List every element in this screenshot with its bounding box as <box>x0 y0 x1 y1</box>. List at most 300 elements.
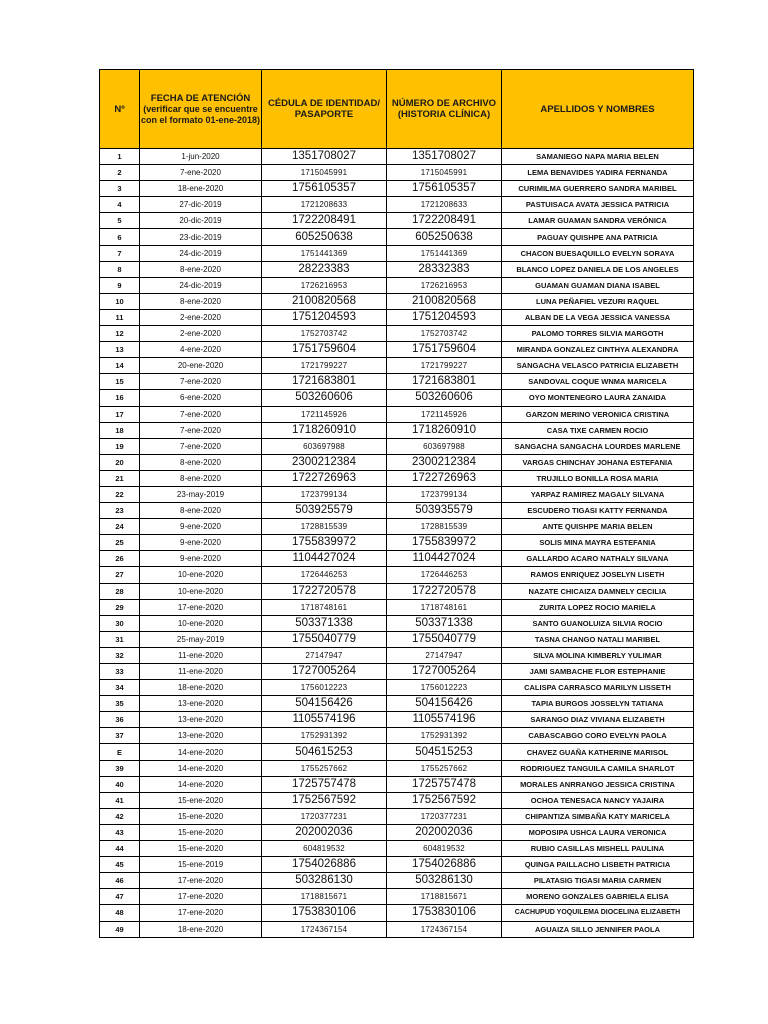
row-number-cell: 13 <box>100 342 140 358</box>
fecha-cell: 6-ene-2020 <box>140 390 262 406</box>
cedula-cell: 1755040779 <box>262 631 387 647</box>
cedula-cell: 503260606 <box>262 390 387 406</box>
fecha-cell: 27-dic-2019 <box>140 197 262 213</box>
row-number-cell: 14 <box>100 358 140 374</box>
row-number-cell: 3 <box>100 181 140 197</box>
row-number-cell: 26 <box>100 551 140 567</box>
archivo-cell: 1752931392 <box>387 728 502 744</box>
row-number-cell: 2 <box>100 165 140 181</box>
patient-register-table <box>99 69 694 938</box>
table-row <box>100 647 694 663</box>
archivo-cell: 1755040779 <box>387 631 502 647</box>
table-row <box>100 873 694 889</box>
fecha-cell: 18-ene-2020 <box>140 181 262 197</box>
nombre-cell: CALISPA CARRASCO MARILYN LISSETH <box>502 680 694 696</box>
nombre-cell: SILVA MOLINA KIMBERLY YULIMAR <box>502 647 694 663</box>
nombre-cell: MIRANDA GONZALEZ CINTHYA ALEXANDRA <box>502 342 694 358</box>
nombre-cell: QUINGA PAILLACHO LISBETH PATRICIA <box>502 857 694 873</box>
table-row <box>100 277 694 293</box>
table-row <box>100 583 694 599</box>
cedula-cell: 604819532 <box>262 841 387 857</box>
archivo-cell: 1351708027 <box>387 149 502 165</box>
row-number-cell: 11 <box>100 309 140 325</box>
nombre-cell: TAPIA BURGOS JOSSELYN TATIANA <box>502 696 694 712</box>
fecha-cell: 7-ene-2020 <box>140 165 262 181</box>
row-number-cell: 35 <box>100 696 140 712</box>
table-row <box>100 470 694 486</box>
cedula-cell: 27147947 <box>262 647 387 663</box>
row-number-cell: 9 <box>100 277 140 293</box>
archivo-cell: 1753830106 <box>387 905 502 921</box>
archivo-cell: 1718260910 <box>387 422 502 438</box>
nombre-cell: CASA TIXE CARMEN ROCIO <box>502 422 694 438</box>
row-number-cell: 22 <box>100 486 140 502</box>
nombre-cell: CURIMILMA GUERRERO SANDRA MARIBEL <box>502 181 694 197</box>
nombre-cell: LAMAR GUAMAN SANDRA VERÓNICA <box>502 213 694 229</box>
cedula-cell: 1755257662 <box>262 760 387 776</box>
nombre-cell: YARPAZ RAMIREZ MAGALY SILVANA <box>502 486 694 502</box>
cedula-cell: 1721799227 <box>262 358 387 374</box>
cedula-cell: 1351708027 <box>262 149 387 165</box>
nombre-cell: RUBIO CASILLAS MISHELL PAULINA <box>502 841 694 857</box>
nombre-cell: SARANGO DIAZ VIVIANA ELIZABETH <box>502 712 694 728</box>
cedula-cell: 1725757478 <box>262 776 387 792</box>
row-number-cell: 33 <box>100 664 140 680</box>
nombre-cell: MORENO GONZALES GABRIELA ELISA <box>502 889 694 905</box>
table-row <box>100 921 694 937</box>
cedula-cell: 504156426 <box>262 696 387 712</box>
archivo-cell: 1718748161 <box>387 599 502 615</box>
fecha-cell: 11-ene-2020 <box>140 647 262 663</box>
table-row <box>100 454 694 470</box>
nombre-cell: CACHUPUD YOQUILEMA DIOCELINA ELIZABETH <box>502 905 694 921</box>
row-number-cell: 39 <box>100 760 140 776</box>
cedula-cell: 1721683801 <box>262 374 387 390</box>
table-row <box>100 486 694 502</box>
cedula-cell: 504615253 <box>262 744 387 760</box>
row-number-cell: 20 <box>100 454 140 470</box>
archivo-cell: 1756105357 <box>387 181 502 197</box>
nombre-cell: SAMANIEGO NAPA MARIA BELEN <box>502 149 694 165</box>
archivo-cell: 1727005264 <box>387 664 502 680</box>
row-number-cell: 45 <box>100 857 140 873</box>
table-row <box>100 696 694 712</box>
nombre-cell: GUAMAN GUAMAN DIANA ISABEL <box>502 277 694 293</box>
cedula-cell: 1756105357 <box>262 181 387 197</box>
row-number-cell: 31 <box>100 631 140 647</box>
fecha-cell: 14-ene-2020 <box>140 744 262 760</box>
row-number-cell: 49 <box>100 921 140 937</box>
cedula-cell: 1721208633 <box>262 197 387 213</box>
archivo-cell: 604819532 <box>387 841 502 857</box>
fecha-cell: 2-ene-2020 <box>140 309 262 325</box>
archivo-cell: 1718815671 <box>387 889 502 905</box>
archivo-cell: 1754026886 <box>387 857 502 873</box>
nombre-cell: CHIPANTIZA SIMBAÑA KATY MARICELA <box>502 808 694 824</box>
row-number-cell: 5 <box>100 213 140 229</box>
table-row <box>100 326 694 342</box>
nombre-cell: NAZATE CHICAIZA DAMNELY CECILIA <box>502 583 694 599</box>
table-row <box>100 776 694 792</box>
cedula-cell: 1718260910 <box>262 422 387 438</box>
cedula-cell: 1718748161 <box>262 599 387 615</box>
cedula-cell: 1715045991 <box>262 165 387 181</box>
row-number-cell: 47 <box>100 889 140 905</box>
nombre-cell: LUNA PEÑAFIEL VEZURI RAQUEL <box>502 293 694 309</box>
cedula-cell: 1755839972 <box>262 535 387 551</box>
table-row <box>100 599 694 615</box>
fecha-cell: 15-ene-2019 <box>140 857 262 873</box>
nombre-cell: TASNA CHANGO NATALI MARIBEL <box>502 631 694 647</box>
row-number-cell: 34 <box>100 680 140 696</box>
cedula-cell: 1752931392 <box>262 728 387 744</box>
cedula-cell: 1104427024 <box>262 551 387 567</box>
archivo-cell: 1751441369 <box>387 245 502 261</box>
archivo-cell: 1722720578 <box>387 583 502 599</box>
cedula-cell: 1105574196 <box>262 712 387 728</box>
fecha-cell: 13-ene-2020 <box>140 712 262 728</box>
row-number-cell: 24 <box>100 519 140 535</box>
table-row <box>100 229 694 245</box>
fecha-cell: 8-ene-2020 <box>140 293 262 309</box>
cedula-cell: 1718815671 <box>262 889 387 905</box>
fecha-cell: 15-ene-2020 <box>140 841 262 857</box>
archivo-cell: 503286130 <box>387 873 502 889</box>
row-number-cell: 10 <box>100 293 140 309</box>
nombre-cell: SANTO GUANOLUIZA SILVIA ROCIO <box>502 615 694 631</box>
table-row <box>100 631 694 647</box>
fecha-cell: 10-ene-2020 <box>140 615 262 631</box>
archivo-cell: 503371338 <box>387 615 502 631</box>
table-row <box>100 197 694 213</box>
table-row <box>100 808 694 824</box>
cedula-cell: 1726446253 <box>262 567 387 583</box>
cedula-cell: 2300212384 <box>262 454 387 470</box>
cedula-cell: 1756012223 <box>262 680 387 696</box>
row-number-cell: 8 <box>100 261 140 277</box>
fecha-cell: 8-ene-2020 <box>140 470 262 486</box>
cedula-cell: 1723799134 <box>262 486 387 502</box>
row-number-cell: 6 <box>100 229 140 245</box>
row-number-cell: 40 <box>100 776 140 792</box>
header-row <box>100 70 694 149</box>
table-row <box>100 841 694 857</box>
fecha-cell: 17-ene-2020 <box>140 905 262 921</box>
table-row <box>100 438 694 454</box>
row-number-cell: E <box>100 744 140 760</box>
row-number-cell: 28 <box>100 583 140 599</box>
row-number-cell: 44 <box>100 841 140 857</box>
row-number-cell: 25 <box>100 535 140 551</box>
nombre-cell: LEMA BENAVIDES YADIRA FERNANDA <box>502 165 694 181</box>
table-body <box>100 149 694 938</box>
row-number-cell: 7 <box>100 245 140 261</box>
fecha-cell: 9-ene-2020 <box>140 519 262 535</box>
row-number-cell: 48 <box>100 905 140 921</box>
archivo-cell: 1752567592 <box>387 792 502 808</box>
cedula-cell: 2100820568 <box>262 293 387 309</box>
nombre-cell: OYO MONTENEGRO LAURA ZANAIDA <box>502 390 694 406</box>
header-fecha-note: (verificar que se encuentre con el formato 01-ene-2018) <box>140 103 261 125</box>
fecha-cell: 24-dic-2019 <box>140 277 262 293</box>
cedula-cell: 1754026886 <box>262 857 387 873</box>
fecha-cell: 25-may-2019 <box>140 631 262 647</box>
cedula-cell: 1722726963 <box>262 470 387 486</box>
archivo-cell: 1756012223 <box>387 680 502 696</box>
nombre-cell: GALLARDO ACARO NATHALY SILVANA <box>502 551 694 567</box>
nombre-cell: CHAVEZ GUAÑA KATHERINE MARISOL <box>502 744 694 760</box>
table-row <box>100 760 694 776</box>
nombre-cell: MORALES ANRRANGO JESSICA CRISTINA <box>502 776 694 792</box>
archivo-cell: 27147947 <box>387 647 502 663</box>
table-row <box>100 905 694 921</box>
cedula-cell: 1752567592 <box>262 792 387 808</box>
table-row <box>100 309 694 325</box>
fecha-cell: 14-ene-2020 <box>140 760 262 776</box>
fecha-cell: 7-ene-2020 <box>140 422 262 438</box>
cedula-cell: 1722208491 <box>262 213 387 229</box>
row-number-cell: 46 <box>100 873 140 889</box>
fecha-cell: 17-ene-2020 <box>140 873 262 889</box>
cedula-cell: 1751204593 <box>262 309 387 325</box>
fecha-cell: 23-dic-2019 <box>140 229 262 245</box>
table-row <box>100 889 694 905</box>
archivo-cell: 28332383 <box>387 261 502 277</box>
nombre-cell: RAMOS ENRIQUEZ JOSELYN LISETH <box>502 567 694 583</box>
table-row <box>100 181 694 197</box>
table-row <box>100 680 694 696</box>
table-row <box>100 374 694 390</box>
cedula-cell: 1721145926 <box>262 406 387 422</box>
archivo-cell: 1722208491 <box>387 213 502 229</box>
row-number-cell: 30 <box>100 615 140 631</box>
archivo-cell: 504156426 <box>387 696 502 712</box>
row-number-cell: 43 <box>100 824 140 840</box>
cedula-cell: 28223383 <box>262 261 387 277</box>
row-number-cell: 32 <box>100 647 140 663</box>
fecha-cell: 15-ene-2020 <box>140 792 262 808</box>
nombre-cell: ALBAN DE LA VEGA JESSICA VANESSA <box>502 309 694 325</box>
archivo-cell: 1728815539 <box>387 519 502 535</box>
fecha-cell: 9-ene-2020 <box>140 551 262 567</box>
row-number-cell: 4 <box>100 197 140 213</box>
archivo-cell: 1725757478 <box>387 776 502 792</box>
fecha-cell: 8-ene-2020 <box>140 503 262 519</box>
table-row <box>100 342 694 358</box>
fecha-cell: 7-ene-2020 <box>140 438 262 454</box>
cedula-cell: 1753830106 <box>262 905 387 921</box>
table-row <box>100 615 694 631</box>
fecha-cell: 7-ene-2020 <box>140 374 262 390</box>
fecha-cell: 18-ene-2020 <box>140 680 262 696</box>
cedula-cell: 503371338 <box>262 615 387 631</box>
cedula-cell: 1751759604 <box>262 342 387 358</box>
table-row <box>100 406 694 422</box>
table-row <box>100 358 694 374</box>
nombre-cell: SANGACHA VELASCO PATRICIA ELIZABETH <box>502 358 694 374</box>
fecha-cell: 1-jun-2020 <box>140 149 262 165</box>
nombre-cell: MOPOSIPA USHCA LAURA VERONICA <box>502 824 694 840</box>
archivo-cell: 504515253 <box>387 744 502 760</box>
fecha-cell: 20-ene-2020 <box>140 358 262 374</box>
fecha-cell: 8-ene-2020 <box>140 454 262 470</box>
archivo-cell: 1721799227 <box>387 358 502 374</box>
table-row <box>100 165 694 181</box>
nombre-cell: AGUAIZA SILLO JENNIFER PAOLA <box>502 921 694 937</box>
row-number-cell: 41 <box>100 792 140 808</box>
nombre-cell: ANTE QUISHPE MARIA BELEN <box>502 519 694 535</box>
archivo-cell: 202002036 <box>387 824 502 840</box>
archivo-cell: 1723799134 <box>387 486 502 502</box>
nombre-cell: TRUJILLO BONILLA ROSA MARIA <box>502 470 694 486</box>
nombre-cell: PILATASIG TIGASI MARIA CARMEN <box>502 873 694 889</box>
header-nombres: APELLIDOS Y NOMBRES <box>502 70 694 149</box>
row-number-cell: 29 <box>100 599 140 615</box>
table-row <box>100 519 694 535</box>
cedula-cell: 1728815539 <box>262 519 387 535</box>
nombre-cell: SANGACHA SANGACHA LOURDES MARLENE <box>502 438 694 454</box>
row-number-cell: 21 <box>100 470 140 486</box>
fecha-cell: 8-ene-2020 <box>140 261 262 277</box>
fecha-cell: 18-ene-2020 <box>140 921 262 937</box>
archivo-cell: 2300212384 <box>387 454 502 470</box>
row-number-cell: 23 <box>100 503 140 519</box>
header-number: Nº <box>100 70 140 149</box>
fecha-cell: 15-ene-2020 <box>140 824 262 840</box>
fecha-cell: 2-ene-2020 <box>140 326 262 342</box>
header-fecha <box>140 70 262 149</box>
header-cedula: CÉDULA DE IDENTIDAD/ PASAPORTE <box>262 70 387 149</box>
fecha-cell: 17-ene-2020 <box>140 599 262 615</box>
fecha-cell: 17-ene-2020 <box>140 889 262 905</box>
archivo-cell: 1720377231 <box>387 808 502 824</box>
nombre-cell: PAGUAY QUISHPE ANA PATRICIA <box>502 229 694 245</box>
table-row <box>100 503 694 519</box>
cedula-cell: 1724367154 <box>262 921 387 937</box>
archivo-cell: 1721145926 <box>387 406 502 422</box>
row-number-cell: 36 <box>100 712 140 728</box>
archivo-cell: 1726446253 <box>387 567 502 583</box>
fecha-cell: 20-dic-2019 <box>140 213 262 229</box>
row-number-cell: 19 <box>100 438 140 454</box>
fecha-cell: 24-dic-2019 <box>140 245 262 261</box>
archivo-cell: 1722726963 <box>387 470 502 486</box>
table-row <box>100 567 694 583</box>
row-number-cell: 15 <box>100 374 140 390</box>
nombre-cell: PASTUISACA AVATA JESSICA PATRICIA <box>502 197 694 213</box>
archivo-cell: 503260606 <box>387 390 502 406</box>
nombre-cell: BLANCO LOPEZ DANIELA DE LOS ANGELES <box>502 261 694 277</box>
archivo-cell: 1721683801 <box>387 374 502 390</box>
row-number-cell: 12 <box>100 326 140 342</box>
header-fecha-title: FECHA DE ATENCIÓN <box>150 92 251 104</box>
cedula-cell: 605250638 <box>262 229 387 245</box>
fecha-cell: 10-ene-2020 <box>140 583 262 599</box>
row-number-cell: 27 <box>100 567 140 583</box>
archivo-cell: 605250638 <box>387 229 502 245</box>
row-number-cell: 16 <box>100 390 140 406</box>
table-row <box>100 422 694 438</box>
nombre-cell: VARGAS CHINCHAY JOHANA ESTEFANIA <box>502 454 694 470</box>
fecha-cell: 7-ene-2020 <box>140 406 262 422</box>
table-row <box>100 261 694 277</box>
table-row <box>100 245 694 261</box>
nombre-cell: PALOMO TORRES SILVIA MARGOTH <box>502 326 694 342</box>
nombre-cell: RODRIGUEZ TANGUILA CAMILA SHARLOT <box>502 760 694 776</box>
row-number-cell: 37 <box>100 728 140 744</box>
nombre-cell: CHACON BUESAQUILLO EVELYN SORAYA <box>502 245 694 261</box>
archivo-cell: 1105574196 <box>387 712 502 728</box>
table-row <box>100 149 694 165</box>
nombre-cell: SOLIS MINA MAYRA ESTEFANIA <box>502 535 694 551</box>
archivo-cell: 1751204593 <box>387 309 502 325</box>
archivo-cell: 1724367154 <box>387 921 502 937</box>
fecha-cell: 14-ene-2020 <box>140 776 262 792</box>
cedula-cell: 202002036 <box>262 824 387 840</box>
table-row <box>100 824 694 840</box>
archivo-cell: 603697988 <box>387 438 502 454</box>
table-row <box>100 712 694 728</box>
nombre-cell: GARZON MERINO VERONICA CRISTINA <box>502 406 694 422</box>
row-number-cell: 17 <box>100 406 140 422</box>
nombre-cell: ESCUDERO TIGASI KATTY FERNANDA <box>502 503 694 519</box>
cedula-cell: 1726216953 <box>262 277 387 293</box>
fecha-cell: 13-ene-2020 <box>140 696 262 712</box>
table-row <box>100 390 694 406</box>
nombre-cell: OCHOA TENESACA NANCY YAJAIRA <box>502 792 694 808</box>
archivo-cell: 1726216953 <box>387 277 502 293</box>
table-row <box>100 728 694 744</box>
fecha-cell: 9-ene-2020 <box>140 535 262 551</box>
table-row <box>100 293 694 309</box>
archivo-cell: 1104427024 <box>387 551 502 567</box>
archivo-cell: 1755839972 <box>387 535 502 551</box>
archivo-cell: 1755257662 <box>387 760 502 776</box>
fecha-cell: 11-ene-2020 <box>140 664 262 680</box>
nombre-cell: CABASCABGO CORO EVELYN PAOLA <box>502 728 694 744</box>
table-row <box>100 551 694 567</box>
cedula-cell: 1727005264 <box>262 664 387 680</box>
nombre-cell: SANDOVAL COQUE WNMA MARICELA <box>502 374 694 390</box>
archivo-cell: 1752703742 <box>387 326 502 342</box>
nombre-cell: JAMI SAMBACHE FLOR ESTEPHANIE <box>502 664 694 680</box>
archivo-cell: 503935579 <box>387 503 502 519</box>
archivo-cell: 2100820568 <box>387 293 502 309</box>
cedula-cell: 1722720578 <box>262 583 387 599</box>
cedula-cell: 503286130 <box>262 873 387 889</box>
table-row <box>100 792 694 808</box>
table-row <box>100 213 694 229</box>
row-number-cell: 42 <box>100 808 140 824</box>
table-row <box>100 744 694 760</box>
cedula-cell: 503925579 <box>262 503 387 519</box>
archivo-cell: 1715045991 <box>387 165 502 181</box>
fecha-cell: 13-ene-2020 <box>140 728 262 744</box>
header-archivo: NÚMERO DE ARCHIVO (HISTORIA CLÍNICA) <box>387 70 502 149</box>
row-number-cell: 1 <box>100 149 140 165</box>
table-row <box>100 535 694 551</box>
fecha-cell: 23-may-2019 <box>140 486 262 502</box>
nombre-cell: ZURITA LOPEZ ROCIO MARIELA <box>502 599 694 615</box>
cedula-cell: 1752703742 <box>262 326 387 342</box>
archivo-cell: 1751759604 <box>387 342 502 358</box>
fecha-cell: 4-ene-2020 <box>140 342 262 358</box>
fecha-cell: 10-ene-2020 <box>140 567 262 583</box>
table-row <box>100 664 694 680</box>
cedula-cell: 1751441369 <box>262 245 387 261</box>
fecha-cell: 15-ene-2020 <box>140 808 262 824</box>
cedula-cell: 603697988 <box>262 438 387 454</box>
